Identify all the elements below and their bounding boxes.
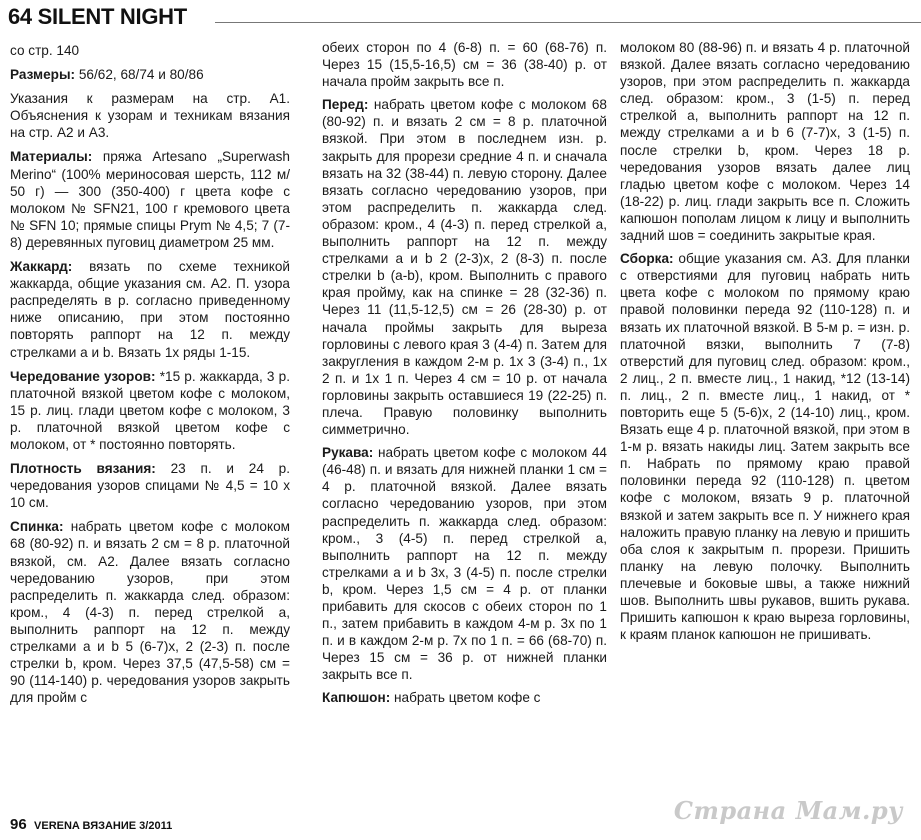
section-body: набрать цветом кофе с молоком 68 (80-92) п. и вязать 2 см = 8 р. платочной вязкой. При этом в последнем изн. р. закрыть для прорези средние 4 п. и сначала вязать на 32 (38-44) п. левую сторону. Далее вязать согласно чередованию узоров, при этом распределить п. жаккарда след. образом: кром., 4 (4-3) п. перед стрелкой a, выполнить раппорт на 12 п. между стрелками a и b 2 (2-3)х, 2 (8-3) п. после стрелки b (a-b), кром. Выполнить с правого края пройму, как на спинке = 28 (32-36) п. Через 11 (11,5-12,5) см = 26 (28-30) р. от начала проймы закрыть для выреза горловины с левого края 3 (4-4) п. Затем для закругления в каждом 2-м р. 1х 3 (3-4) п., 1х 2 п. и 1х 1 п. Через 4 см = 10 р. от начала горловины закрыть оставшиеся 19 (22-25) п. плеча. Правую половинку выполнить симметрично. xyxy=(322,97,607,438)
sizes-section xyxy=(10,66,290,83)
page-title: 64 SILENT NIGHT xyxy=(8,4,187,29)
jacquard-section xyxy=(10,258,290,361)
text-column-1 xyxy=(10,40,290,713)
section-body: молоком 80 (88-96) п. и вязать 4 р. платочной вязкой. Далее вязать согласно чередованию узоров, при этом распределить п. жаккарда след. образом: кром., 3 (1-5) п. перед стрелкой a, выполнить раппорт на 12 п. между стрелками a и b 6 (7-7)х, 3 (1-5) п. после стрелки b, кром. Через 18 р. чередования узоров вязать далее лиц гладью цветом кофе с молоком. Через 14 (18-22) р. лиц. глади закрыть все п. Сложить капюшон пополам лицом к лицу и выполнить задний шов = соединить закрытые края. xyxy=(620,40,910,244)
gauge-section xyxy=(10,460,290,511)
section-body: со стр. 140 xyxy=(10,43,80,58)
page-footer xyxy=(10,816,172,833)
section-body: вязать по схеме техникой жаккарда, общие указания см. А2. П. узора распределять в р. согласно приведенному ниже описанию, при этом постоянно повторять раппорт на 12 п. между стрелками a и b. Вязать 1х ряды 1-15. xyxy=(10,259,290,360)
section-label: Капюшон: xyxy=(322,690,391,706)
section-label: Чередование узоров: xyxy=(10,368,156,384)
hood-section xyxy=(322,689,607,706)
magazine-brand: VERENA ВЯЗАНИЕ 3/2011 xyxy=(34,820,173,832)
back-continued xyxy=(322,39,607,90)
section-body: Указания к размерам на стр. А1. Объяснения к узорам и техникам вязания на стр. А2 и А3. xyxy=(10,91,290,141)
section-body: набрать цветом кофе с молоком 44 (46-48) п. и вязать для нижней планки 1 см = 4 р. платочной вязкой. Далее вязать согласно чередованию узоров, при этом распределить п. жаккарда след. образом: кром., 3 (4-5) п. перед стрелкой a, выполнить раппорт на 12 п. между стрелками a и b 3х, 3 (4-5) п. после стрелки b, кром. Через 1,5 см = 4 р. от планки прибавить для скосов с обеих сторон по 1 п., затем прибавить в каждом 4-м р. 3х по 1 п. и в каждом 2-м р. 7х по 1 п. = 66 (68-70) п. Через 15 см = 36 р. от нижней планки закрыть все п. xyxy=(322,445,607,683)
hood-continued xyxy=(620,39,910,244)
section-body: 56/62, 68/74 и 80/86 xyxy=(75,67,204,83)
page-number: 96 xyxy=(10,816,27,833)
section-body: *15 р. жаккарда, 3 р. платочной вязкой цветом кофе с молоком, 15 р. лиц. глади цветом кофе с молоком, 3 р. платочной вязкой цветом кофе с молоком, от * постоянно повторять. xyxy=(10,368,290,452)
section-label: Материалы: xyxy=(10,149,93,165)
materials-section xyxy=(10,148,290,251)
section-label: Сборка: xyxy=(620,251,674,267)
section-label: Размеры: xyxy=(10,67,76,83)
section-label: Перед: xyxy=(322,97,369,113)
section-body: обеих сторон по 4 (6-8) п. = 60 (68-76) п. Через 15 (15,5-16,5) см = 36 (38-40) р. от начала пройм закрыть все п. xyxy=(322,40,607,90)
section-body: общие указания см. А3. Для планки с отверстиями для пуговиц набрать нить цвета кофе с молоком по прямому краю правой половинки переда 92 (110-128) п. и вязать их платочной вязкой. В 5-м р. = изн. р. платочной вязки, выполнить 7 (7-8) отверстий для пуговиц след. образом: кром., 2 лиц., 2 п. вместе лиц., 1 накид, *12 (13-14) п. лиц., 2 п. вместе лиц., 1 накид, от * повторить еще 5 (5-6)х, 2 (14-10) лиц., кром. Вязать еще 4 р. платочной вязкой, при этом в 1-м р. вязать накиды лиц. Затем закрыть все п. Набрать по прямому краю правой половинки переда 92 (110-128) п. цветом кофе с молоком, вязать 9 р. платочной вязкой и затем закрыть все п. У нижнего края наложить правую планку на левую и пришить оба слоя к закрытым п. прорези. Пришить планку на левую полочку. Выполнить плечевые и боковые швы, а также нижний шов. Выполнить швы рукавов, вшить рукава. Пришить капюшон к краю выреза горловины, к краям планок капюшон не пришивать. xyxy=(620,251,910,643)
title-divider xyxy=(215,22,921,23)
section-label: Жаккард: xyxy=(10,259,73,275)
section-body: набрать цветом кофе с xyxy=(390,690,541,706)
pattern-sequence-section xyxy=(10,368,290,453)
text-column-3 xyxy=(620,39,910,649)
section-label: Рукава: xyxy=(322,445,374,461)
back-section xyxy=(10,518,290,706)
section-body: набрать цветом кофе с молоком 68 (80-92) п. и вязать 2 см = 8 р. платочной вязкой, см. А2. Далее вязать согласно чередованию узоров, при этом распределить п. жаккарда след. образом: кром., 4 (4-3) п. перед стрелкой a, выполнить раппорт на 12 п. между стрелками a и b 5 (6-7)х, 2 (2-3) п. после стрелки b, кром. Через 37,5 (47,5-58) см = 90 (114-140) р. чередования узоров закрыть для пройм с xyxy=(10,519,290,706)
text-column-2 xyxy=(322,39,607,713)
source-reference xyxy=(10,42,290,59)
section-body: пряжа Artesano „Superwash Merino“ (100% мериносовая шерсть, 112 м/ 50 г) — 300 (350-400) г цвета кофе с молоком № SFN21, 100 г кремового цвета № SFN 10; прямые спицы Prym № 4,5; 7 (7-8) деревянных пуговиц диаметром 25 мм. xyxy=(10,149,290,250)
section-body: 23 п. и 24 р. чередования узоров спицами № 4,5 = 10 х 10 см. xyxy=(10,461,290,511)
size-notes-section xyxy=(10,90,290,141)
site-watermark: Страна Мам.ру xyxy=(673,796,903,825)
front-section xyxy=(322,96,607,438)
sleeves-section xyxy=(322,444,607,683)
assembly-section xyxy=(620,250,910,643)
section-label: Спинка: xyxy=(10,519,64,535)
section-label: Плотность вязания: xyxy=(10,461,156,477)
